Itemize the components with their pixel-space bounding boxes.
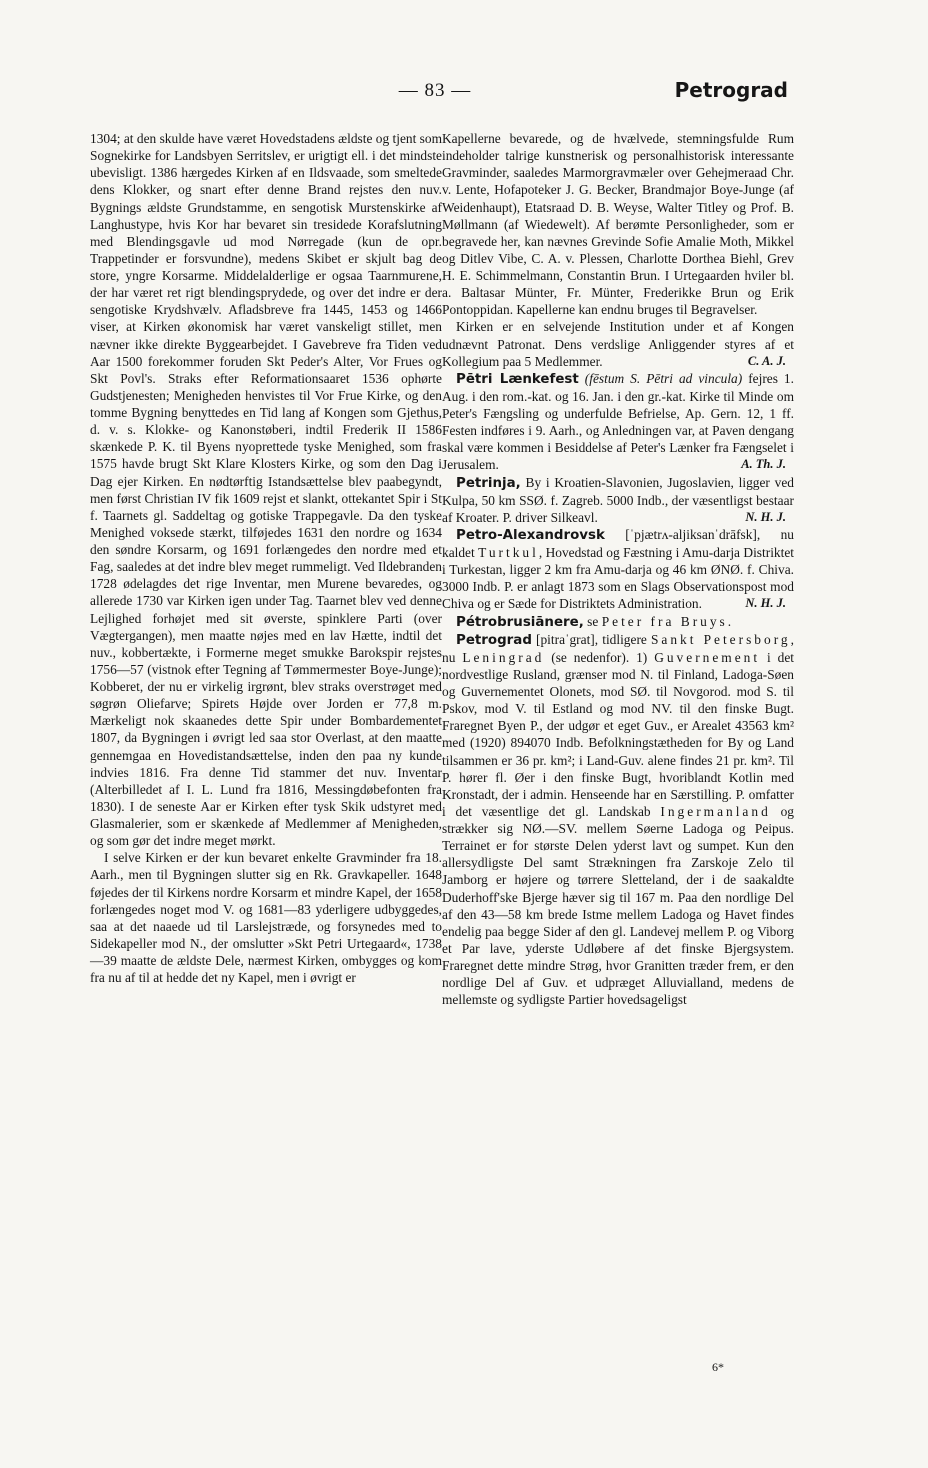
entry-spaced-name: Turtkul bbox=[478, 545, 539, 560]
signature-mark: 6* bbox=[712, 1360, 724, 1374]
entry-pronunciation: [ˈpjætrʌ-aljiksanˈdrāfsk], bbox=[625, 526, 761, 542]
entry-petrinja bbox=[442, 474, 794, 526]
entry-latin: (fēstum S. Pētri ad vincula) bbox=[584, 370, 743, 386]
running-head: Petrograd bbox=[674, 78, 788, 102]
entry-petrograd bbox=[442, 631, 794, 1009]
entry-petrobrusianere bbox=[442, 613, 794, 631]
entry-spaced-name: Sankt Petersborg bbox=[650, 631, 791, 647]
page-number: — 83 — bbox=[398, 80, 472, 101]
left-column bbox=[90, 130, 442, 986]
entry-petro-alexandrovsk bbox=[442, 526, 794, 613]
entry-spaced-name: Leningrad bbox=[462, 649, 545, 665]
entry-headword: Pētri Lænkefest bbox=[456, 371, 579, 387]
entry-spaced-name: Guvernement bbox=[654, 649, 761, 665]
entry-body: fejres 1. Aug. i den rom.-kat. og 16. Jan. i den gr.-kat. Kirke til Minde om Peter's Fængsling og underfulde Befrielse, Ap. Gern. 12, 1 ff. Festen indføres i 9. Aarh., og Anledningen var, at Paven dengang skal være kommen i Besiddelse af Peter's Lænker fra Fængselet i Jerusalem. bbox=[442, 370, 794, 473]
entry-body: By i Kroatien-Slavonien, Jugoslavien, ligger ved Kulpa, 50 km SSØ. f. Zagreb. 5000 Indb., der væsentligst bestaar af Kroater. P. driver Silkeavl. bbox=[442, 474, 794, 525]
entry-spaced-name: Peter fra Bruys. bbox=[601, 613, 735, 629]
entry-text: (se nedenfor). 1) bbox=[551, 649, 648, 665]
author-signature: C. A. J. bbox=[747, 353, 786, 368]
entry-lead: tidligere bbox=[602, 631, 647, 647]
entry-lead: se bbox=[587, 613, 599, 629]
entry-petri-laenkefest bbox=[442, 370, 794, 474]
entry-body: og strækker sig NØ.—SV. mellem Søerne Ladoga og Peipus. Terrainet er for største Delen yderst lavt og sumpet. Kun den allersydligste Del samt Strækningen fra Zarskoje Zelo til Jamborg er højere og tørrere Sletteland, der i de saakaldte Duderhoff'ske Bjerge hæver sig til 167 m. Paa den nordlige Del af den 43—58 km brede Istme mellem Ladoga og Havet findes endelig paa begge Sider af den gl. Landevej mellem P. og Viborg et Par lave, yderste Udløbere af det finske Bjergsystem. Fraregnet dette mindre Strøg, hvor Granitten træder frem, er den nordlige Del af Guv. et udpræget Alluvialland, medens de mellemste og sydligste Partier hovedsageligst bbox=[442, 803, 794, 1008]
entry-headword: Pétrobrusiānere, bbox=[456, 614, 584, 630]
entry-headword: Petro-Alexandrovsk bbox=[456, 527, 605, 543]
paragraph-text: Kirken er en selvejende Institution under et af Kongen udnævnt Patronat. Dens verdslige Anliggender styres af et Kollegium paa 5 Medlemmer. bbox=[442, 319, 794, 369]
entry-headword: Petrograd bbox=[456, 632, 532, 648]
author-signature: A. Th. J. bbox=[741, 457, 786, 472]
paragraph: I selve Kirken er der kun bevaret enkelte Gravminder fra 18. Aarh., men til Bygningen slutter sig en Rk. Gravkapeller. 1648 føjedes der til Kirkens nordre Korsarm et mindre Kapel, der 1658 forlængedes noget mod V. og 1681—83 yderligere udbyggedes, saa at det naaede ud til Larslejstræde, og forsynedes med to Sidekapeller mod N., der omslutter »Skt Petri Urtegaard«, 1738—39 maatte de ældste Dele, nærmest Kirken, ombygges og kom fra nu af til at hedde det ny Kapel, men i øvrigt er bbox=[90, 850, 442, 986]
paragraph bbox=[442, 318, 794, 369]
entry-body: , Hovedstad og Fæstning i Amu-darja Distriktet i Turkestan, ligger 2 km fra Amu-darja og 46 km ØNØ. f. Chiva. 3000 Indb. P. er anlagt 1873 som en Slags Observationspost mod Chiva og er Sæde for Distriktets Administration. bbox=[442, 545, 794, 612]
entry-lead: nu kaldet bbox=[442, 526, 794, 560]
entry-pronunciation: [pitraˈgrat], bbox=[536, 631, 599, 647]
entry-text: , nu bbox=[442, 631, 794, 665]
paragraph: 1304; at den skulde have været Hovedstadens ældste og tjent som Sognekirke for Landsbyen Serritslev, er urigtigt ell. i det mindste ubevisligt. 1386 hærgedes Kirken af en Ildsvaade, som smeltede dens Klokker, og snart efter denne Brand rejstes den nuv. Bygnings ældste Grundstamme, en sengotisk Murstenskirke af Langhustype, hvis Kor har bevaret sin tresidede Korafslutning med Blendingsgavle ud mod Nørregade (kun de opr. Trappetinder er forsvundne), medens Skibet er skjult bag de store, yngre Korsarme. Middelalderlige er ogsaa Taarnmurene, der har været ret rigt blendingsprydede, og over det indre er der sengotiske Krydshvælv. Afladsbreve fra 1445, 1453 og 1466 viser, at Kirken økonomisk har været vanskeligt stillet, men nævner ikke direkte Byggearbejdet. I Gavebreve fra Tiden ved Aar 1500 forekommer foruden Skt Peder's Alter, Vor Frues og Skt Povl's. Straks efter Reformationsaaret 1536 ophørte Gudstjenesten; Menigheden henvistes til Vor Frue Kirke, og den tomme Bygning benyttedes en Tid lang af Kongen som Gjethus, d. v. s. Klokke- og Kanonstøberi, indtil Frederik II 1586 skænkede P. K. til Byens nyoprettede tyske Menighed, som fra 1575 havde brugt Skt Klare Klosters Kirke, og som den Dag i Dag ejer Kirken. En nødtørftig Istandsættelse blev paabegyndt, men først Christian IV fik 1609 rejst et slankt, ottekantet Spir i St f. Taarnets gl. Saddeltag og gotiske Trappegavle. Da den tyske Menighed voksede stærkt, tilføjedes 1631 den nordre og 1634 den søndre Korsarm, og 1691 forlængedes den nordre med et Fag, saaledes at det indre blev meget rummeligt. Ved Ildebranden 1728 ødelagdes det rige Inventar, men Murene bevaredes, og allerede 1730 var Kirken igen under Tag. Taarnet blev ved denne Lejlighed forhøjet med sit øverste, spinklere Parti (over Vægtergangen), men maatte nøjes med en lav Hætte, indtil det nuv., kobbertækte, i Formerne meget smukke Barokspir rejstes 1756—57 (vistnok efter Tegning af Tømmermester Boye-Junge); Kobberet, der nu er virkelig irgrønt, blev straks overstrøget med søgrøn Oliefarve; Spirets Højde over Jorden er 77,8 m. Mærkeligt nok skaanedes dette Spir under Bombardementet 1807, da Bygningen i øvrigt led saa stor Overlast, at den maatte gennemgaa en Hovedistandsættelse, inden den paa ny kunde indvies 1816. Fra denne Tid stammer det nuv. Inventar (Alterbilledet af I. L. Lund fra 1816, Messingdøbefonten fra 1830). I de seneste Aar er Kirken efter tysk Skik udstyret med Glasmalerier, som er skænkede af Medlemmer af Menigheden, og som gør det indre meget mørkt. bbox=[90, 131, 442, 849]
entry-spaced-name: Ingermanland bbox=[660, 803, 771, 819]
entry-headword: Petrinja, bbox=[456, 475, 521, 491]
author-signature: N. H. J. bbox=[745, 509, 786, 524]
entry-body: i det nordvestlige Rusland, grænser mod N. til Finland, Ladoga-Søen og Guvernementet Olonets, mod SØ. til Novgorod. mod S. til Pskov, mod V. til Estland og mod NV. til den finske Bugt. Fraregnet Byen P., der udgør et eget Guv., er Arealet 43563 km² med (1920) 894070 Indb. Befolkningstætheden for By og Land tilsammen er 36 pr. km²; i Land-Guv. alene findes 21 pr. km². Til P. hører fl. Øer i den finske Bugt, hvoriblandt Kotlin med Kronstadt, der i admin. Henseende har en Særstilling. P. omfatter i det væsentlige det gl. Landskab bbox=[442, 649, 794, 819]
right-column bbox=[442, 130, 794, 1008]
paragraph: Kapellerne bevarede, og de hvælvede, stemningsfulde Rum indeholder talrige kunstnerisk og personalhistorisk interessante Gravminder, saaledes Marmorgravmæler over Gehejmeraad Chr. v. Lente, Hofapoteker J. G. Becker, Brandmajor Boye-Junge (af Weidenhaupt), Etatsraad D. B. Weyse, Walter Titley og Prof. B. Møllmann (af Wiedewelt). Af berømte Personligheder, som er begravede her, kan nævnes Grevinde Sofie Amalie Moth, Mikkel og Ditlev Vibe, C. A. v. Plessen, Charlotte Dorthea Biehl, Grev H. E. Schimmelmann, Constantin Brun. I Urtegaarden hviler bl. a. Baltasar Münter, Fr. Münter, Frederikke Brun og Erik Pontoppidan. Kapellerne kan endnu bruges til Begravelser. bbox=[442, 131, 794, 318]
author-signature: N. H. J. bbox=[745, 596, 786, 611]
